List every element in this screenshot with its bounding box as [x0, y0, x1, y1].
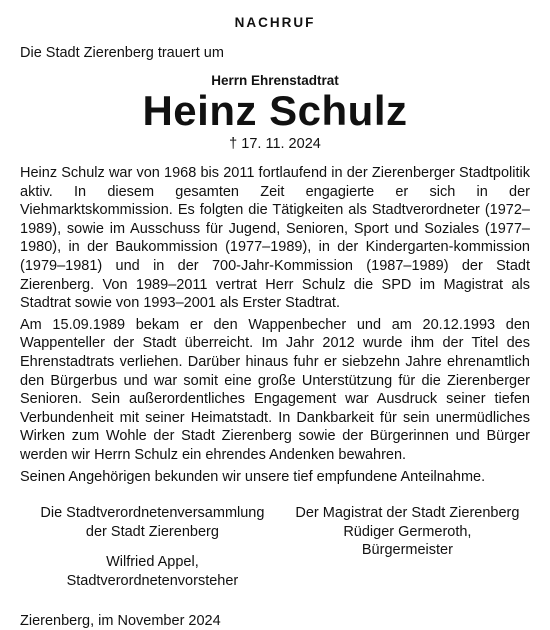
condolence-paragraph: Seinen Angehörigen bekunden wir unsere tief empfundene Anteilnahme.: [20, 468, 486, 485]
council-town: der Stadt Zierenberg: [85, 523, 219, 540]
honorific-title: Herrn Ehrenstadtrat: [211, 73, 339, 88]
council-chair-name: Wilfried Appel, Stadtverordnetenvorsteher: [66, 554, 239, 589]
intro-text: Die Stadt Zierenberg trauert um: [20, 45, 224, 61]
signature-council: [20, 504, 285, 590]
death-date: † 17. 11. 2024: [229, 136, 321, 152]
signature-block: [20, 504, 530, 590]
biography-paragraph: Heinz Schulz war von 1968 bis 2011 fortlaufend in der Zierenberger Stadtpolitik aktiv. In diesem gesamten Zeit engagierte er sich in der Viehmarktskommission. Es folgten die Tätigkeiten als Stadtverordneter (1972–1989), sowie im Ausschuss für Jugend, Senioren, Sport und Soziales (1977–1980), in der Baukommission (1977–1989), in der Kindergarten-kommission (1979–1981) und in der 700-Jahr-Kommission (1987–1989) der Stadt Zierenberg. Von 1989–2011 vertrat Herr Schulz die SPD im Magistrat als Stadtrat sowie von 1993–2001 als Erster Stadtrat.: [20, 165, 530, 312]
honors-paragraph: Am 15.09.1989 bekam er den Wappenbecher und am 20.12.1993 den Wappenteller der Stadt überreicht. Im Jahr 2012 wurde ihm der Titel des Ehrenstadtrats verliehen. Darüber hinaus fuhr er siebzehn Jahre ehrenamtlich den Bürgerbus und war somit eine große Unterstützung für die Zierenberger Senioren. Sein außerordentliches Engagement war Ausdruck seiner tiefen Verbundenheit mit seiner Heimatstadt. In Dankbarkeit für sein unermüdliches Wirken zum Wohle der Stadt Zierenberg sowie der Bürgerinnen und Bürger werden wir Herrn Schulz ein ehrendes Andenken bewahren.: [20, 316, 530, 463]
signature-magistrate: [285, 504, 530, 590]
place-date-line: Zierenberg, im November 2024: [20, 613, 221, 630]
deceased-name: Heinz Schulz: [142, 87, 408, 134]
council-name: Die Stadtverordnetenversammlung: [40, 505, 265, 522]
mayor-name: Rüdiger Germeroth,: [343, 523, 472, 540]
magistrate-name: Der Magistrat der Stadt Zierenberg: [295, 505, 520, 522]
notice-heading: NACHRUF: [234, 15, 316, 30]
mayor-title: Bürgermeister: [361, 542, 453, 559]
